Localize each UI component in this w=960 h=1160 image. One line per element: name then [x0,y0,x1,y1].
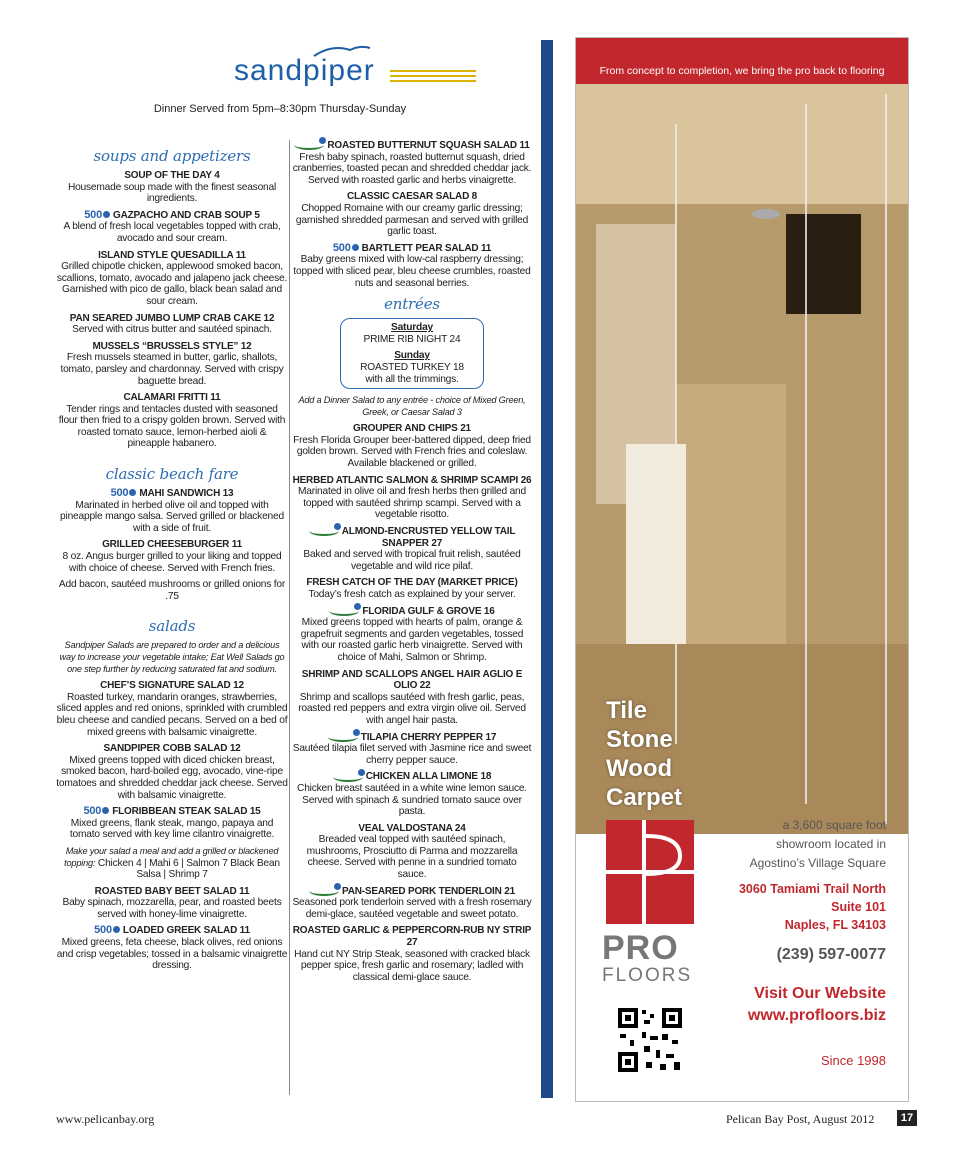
menu-item [292,732,532,767]
menu-item [292,191,532,237]
menu-item-name [56,886,288,898]
menu-item-name [292,886,532,898]
word-stone: Stone [606,726,673,753]
beach-addon: Add bacon, sautéed mushrooms or grilled onions for .75 [58,579,286,602]
page-number: 17 [897,1110,917,1126]
menu-item-title: ROASTED GARLIC & PEPPERCORN-RUB NY STRIP 27 [292,925,532,949]
menu-item-description: Baby greens mixed with low-cal raspberry dressing; topped with sliced pear, bleu cheese crumbles, roasted nuts and seasonal berries. [293,254,531,289]
menu-item-description: Mixed greens topped with diced chicken breast, smoked bacon, hard-boiled egg, avocado, vine-ripe tomatoes and shredded cheddar jack cheese. Served with balsamic vinaigrette. [56,754,288,801]
menu-item-title: MAHI SANDWICH 13 [139,488,234,500]
menu-item-name [56,743,288,755]
menu-item-description: Served with citrus butter and sautéed spinach. [72,324,272,336]
menu-item-description: Breaded veal topped with sautéed spinach, mushrooms, Prosciutto di Parma and mozzarella cheese. Served with penne in a sundried tomato sauce. [306,834,518,881]
footer-website: www.pelicanbay.org [56,1112,155,1126]
menu-item-name [292,669,532,692]
menu-item-title: ISLAND STYLE QUESADILLA 11 [98,249,246,261]
visit-website-label: Visit Our Website [754,985,886,1002]
address-line-3: Naples, FL 34103 [784,918,886,932]
healthy-swoosh-icon [309,886,339,896]
menu-item-title: SOUP OF THE DAY 4 [124,170,220,181]
menu-item-title: CALAMARI FRITTI 11 [123,392,221,404]
ad-tagline: From concept to completion, we bring the pro back to flooring [599,65,885,77]
menu-item-name [292,243,532,255]
menu-item-title: CLASSIC CAESAR SALAD 8 [346,191,478,203]
menu-item-title: PAN SEARED JUMBO LUMP CRAB CAKE 12 [69,312,275,324]
menu-item-name [292,475,532,487]
menu-item-title: BARTLETT PEAR SALAD 11 [361,242,492,254]
menu-item-description: Fresh Florida Grouper beer-battered dipped, deep fried golden brown. Served with French fries and coleslaw. Available blackened or grilled. [293,434,531,470]
menu-item [292,243,532,289]
menu-item [56,886,288,921]
salads-note: Sandpiper Salads are prepared to order and a delicious way to increase your vegetable intake; Eat Well Salads go one step further by reducing saturated fat and sodium. [59,640,285,674]
section-title-entrees: entrées [384,295,440,314]
menu-item-description: Mixed greens, feta cheese, black olives, red onions and crisp vegetables; tossed in a balsamic vinaigrette dressing. [56,937,288,972]
menu-item-description: Hand cut NY Strip Steak, seasoned with cracked black pepper spice, fresh garlic and rosemary; ladled with classical demi-glace sauce. [294,948,530,983]
menu-item-description: Today’s fresh catch as explained by your server. [308,589,516,600]
menu-item-name [56,170,288,182]
menu-item [56,925,288,971]
menu-item-description: Housemade soup made with the finest seasonal ingredients. [67,181,277,205]
menu-item [292,886,532,921]
menu-item-name [292,606,532,618]
section-title-soups: soups and appetizers [93,147,251,165]
menu-item [56,170,288,205]
menu-column-right [292,140,532,988]
menu-item-name [56,806,288,818]
menu-item-description: Sautéed tilapia filet served with Jasmine rice and sweet cherry pepper sauce. [292,743,532,766]
menu-item-description: Roasted turkey, mandarin oranges, strawberries, sliced apples and red onions, sprinkled with crumbled bleu cheese and candied pecans. Served on a bed of mixed greens with balsamic vinaigrette. [56,691,288,738]
menu-item [56,313,288,336]
meal-note-italic: Make your salad a meal and add a grilled or blackened topping: [64,845,279,868]
menu-item-description: 8 oz. Angus burger grilled to your liking and topped with choice of cheese. Served with French fries. [62,551,282,574]
menu-item-description: Marinated in herbed olive oil and topped with pineapple mango salsa. Served grilled or blackened with a side of fruit. [60,499,284,534]
menu-item [292,475,532,521]
special-day-sunday: Sunday [394,350,430,362]
menu-item [56,743,288,801]
meal-note-prices: Chicken 4 | Mahi 6 | Salmon 7 Black Bean Salsa | Shrimp 7 [97,857,280,881]
menu-item-description: Seasoned pork tenderloin served with a fresh rosemary demi-glace, sautéed vegetable and sweet potato. [292,897,532,920]
showroom-line-1: a 3,600 square foot [782,818,886,832]
shower-photo [576,84,908,834]
menu-item-name [56,250,288,262]
special-sunday: ROASTED TURKEY 18 [360,361,464,373]
entree-salad-note: Add a Dinner Salad to any entrée - choice of Mixed Green, Greek, or Caesar Salad 3 [298,395,526,417]
column-divider [289,140,290,1095]
section-title-salads: salads [148,617,196,636]
menu-item [56,250,288,308]
menu-item [292,925,532,983]
menu-item-title: GAZPACHO AND CRAB SOUP 5 [113,209,260,221]
eat-well-500-icon: 500 [84,210,110,222]
eat-well-500-icon: 500 [94,925,120,937]
menu-item-title: FRESH CATCH OF THE DAY (MARKET PRICE) [306,577,518,589]
logo-lines [390,70,476,85]
menu-item-name [292,423,532,435]
menu-item-description: Shrimp and scallops sautéed with fresh garlic, peas, roasted red peppers and extra virgin olive oil. Served with angel hair pasta. [298,691,526,726]
address [739,880,886,934]
menu-item-name [56,925,288,937]
menu-item [56,539,288,574]
pro-floors-logo [602,816,698,996]
menu-item-description: Mixed greens, flank steak, mango, papaya and tomato served with key lime cilantro vinaigrette. [69,817,275,841]
menu-item-title: TILAPIA CHERRY PEPPER 17 [360,731,497,743]
menu-item-description: Mixed greens topped with hearts of palm, orange & grapefruit segments and garden vegetables, tossed with our roasted garlic herb vinaigrette. Served with choice of Mahi, Salmon or Shrimp. [300,617,524,663]
menu-item-title: VEAL VALDOSTANA 24 [358,822,466,834]
showroom-info [750,816,886,873]
menu-item-name [56,539,288,551]
menu-item-title: ALMOND-ENCRUSTED YELLOW TAIL SNAPPER 27 [341,526,516,549]
menu-item-title: LOADED GREEK SALAD 11 [122,925,250,937]
special-saturday: PRIME RIB NIGHT 24 [363,333,461,345]
menu-item-description: Chicken breast sautéed in a white wine lemon sauce. Served with spinach & sundried tomato sauce over pasta. [297,782,527,818]
menu-item-title: GROUPER AND CHIPS 21 [353,423,471,435]
weekend-specials-box [340,318,484,389]
word-wood: Wood [606,755,673,782]
menu-item-description: Fresh mussels steamed in butter, garlic, shallots, tomato, parsley and chardonnay. Served with crispy baguette bread. [60,352,284,387]
menu-item-name [56,392,288,404]
pro-floors-logo-mark [602,816,698,926]
section-title-beach: classic beach fare [105,465,239,484]
special-sunday-note: with all the trimmings. [365,373,459,385]
menu-item-name [292,732,532,744]
menu-item-description: Baked and served with tropical fruit relish, sautéed vegetable and wild rice pilaf. [303,549,521,572]
menu-item-title: PAN-SEARED PORK TENDERLOIN 21 [342,885,515,897]
menu-item [292,526,532,572]
eat-well-500-icon: 500 [111,488,137,500]
menu-item [292,423,532,469]
menu-item-name [56,488,288,500]
menu-item [292,577,532,600]
menu-item-name [56,680,288,692]
menu-item-title: CHICKEN ALLA LIMONE 18 [365,771,492,783]
menu-item [292,823,532,881]
menu-item-description: Baby spinach, mozzarella, pear, and roasted beets served with honey-lime vinaigrette. [62,897,282,920]
address-line-1: 3060 Tamiami Trail North [738,882,886,896]
since-year: Since 1998 [820,1053,886,1068]
sandpiper-logo [230,42,480,92]
meal-note [56,846,288,881]
menu-item-name [292,526,532,549]
logo-pro-text: PRO [602,929,679,967]
logo-floors-text: FLOORS [602,965,693,986]
healthy-swoosh-icon [294,140,324,150]
menu-item-description: Grilled chipotle chicken, applewood smoked bacon, scallions, tomato, avocado and jalapeno jack cheese. Garnished with pico de gallo, black bean salad and sour cream. [56,261,288,307]
menu-item-name [56,313,288,325]
word-tile: Tile [606,697,647,724]
menu-item-description: A blend of fresh local vegetables topped with crab, avocado and sour cream. [63,221,281,244]
menu-column-left [56,140,288,977]
menu-item [292,606,532,664]
showroom-line-3: Agostino’s Village Square [749,856,886,870]
menu-item [56,392,288,450]
menu-item-title: SHRIMP AND SCALLOPS ANGEL HAIR AGLIO E OLIO 22 [301,668,523,692]
ad-header-band [576,38,908,84]
website-url[interactable]: www.profloors.biz [747,1007,886,1024]
menu-item-name [292,771,532,783]
menu-item [56,488,288,534]
menu-item-title: ROASTED BUTTERNUT SQUASH SALAD 11 [327,140,530,151]
qr-code-icon[interactable] [616,1006,684,1074]
menu-item-name [292,577,532,589]
menu-item-description: Tender rings and tentacles dusted with seasoned flour then fried to a crispy golden brown. Served with roasted tomato sauce, lemon-herbed aioli & pineapple habanero. [58,403,286,450]
menu-item [56,680,288,738]
menu-item [56,210,288,245]
pro-floors-ad [575,37,909,1102]
footer-publication: Pelican Bay Post, August 2012 [726,1112,875,1126]
menu-item-description: Fresh baby spinach, roasted butternut squash, dried cranberries, toasted pecan and shredded cheddar jack. Served with roasted garlic and herbs vinaigrette. [292,151,532,186]
menu-item-title: ROASTED BABY BEET SALAD 11 [94,885,250,897]
menu-item-name [292,823,532,835]
menu-item-name [292,140,532,152]
menu-item-title: MUSSELS “BRUSSELS STYLE” 12 [92,340,252,352]
phone-number: (239) 597-0077 [776,946,886,963]
address-line-2: Suite 101 [831,900,886,914]
word-carpet: Carpet [606,784,683,811]
menu-item [292,771,532,817]
ad-product-words [606,696,682,812]
special-day-saturday: Saturday [391,322,433,334]
menu-item [56,341,288,387]
menu-item-description: Marinated in olive oil and fresh herbs then grilled and topped with sautéed shrimp scampi. Served with a vegetable risotto. [298,486,526,521]
menu-item-title: FLORIBBEAN STEAK SALAD 15 [112,806,261,818]
eat-well-500-icon: 500 [333,243,359,255]
menu-item-title: FLORIDA GULF & GROVE 16 [362,605,495,617]
website-callout [748,983,886,1027]
menu-item-name [56,210,288,222]
menu-item-name [292,925,532,948]
menu-item-name [292,191,532,203]
healthy-swoosh-icon [328,732,358,742]
menu-item-title: CHEF’S SIGNATURE SALAD 12 [100,680,244,692]
eat-well-500-icon: 500 [83,806,109,818]
menu-item-title: SANDPIPER COBB SALAD 12 [103,743,241,755]
menu-item-title: GRILLED CHEESEBURGER 11 [102,539,242,551]
logo-text: sandpiper [234,54,375,87]
healthy-swoosh-icon [333,772,363,782]
ad-blue-bar [541,40,553,1098]
menu-item-description: Chopped Romaine with our creamy garlic dressing; garnished shredded parmesan and served with grilled garlic toast. [295,202,529,238]
healthy-swoosh-icon [309,526,339,536]
menu-item-name [56,341,288,353]
menu-item [56,806,288,841]
menu-item [292,669,532,727]
showroom-line-2: showroom located in [775,837,886,851]
menu-item [292,140,532,186]
menu-item-title: HERBED ATLANTIC SALMON & SHRIMP SCAMPI 26 [292,474,532,486]
healthy-swoosh-icon [329,606,359,616]
served-hours: Dinner Served from 5pm–8:30pm Thursday-Sunday [153,103,407,115]
